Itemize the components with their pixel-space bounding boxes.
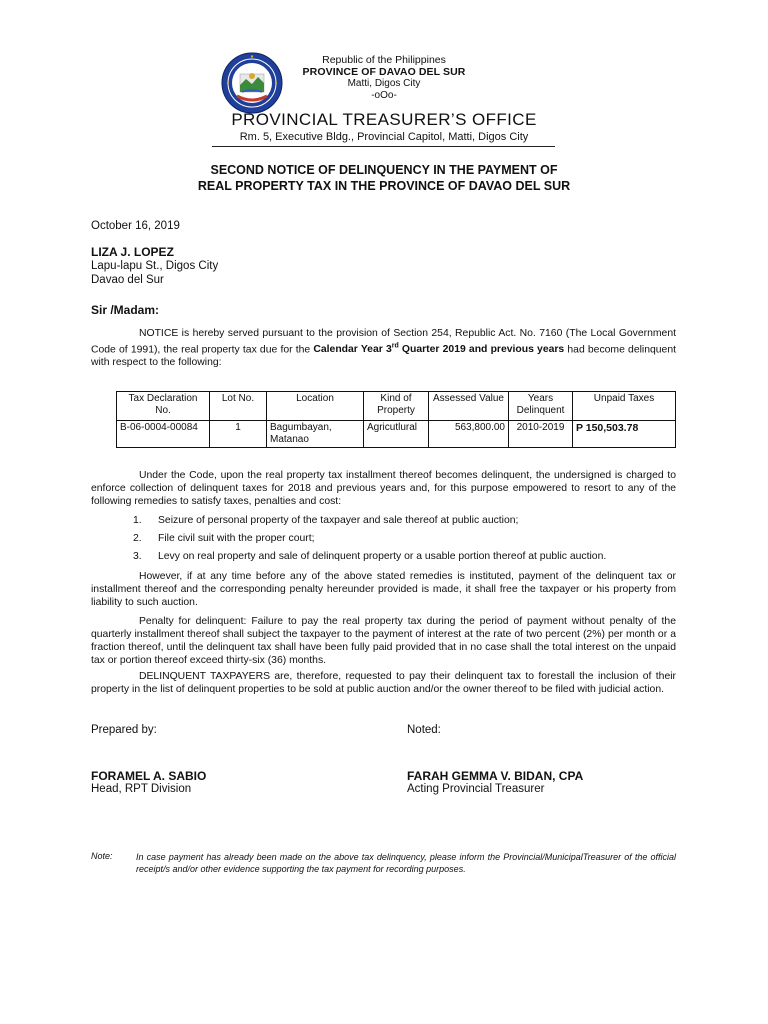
table-row: [117, 421, 676, 448]
recipient-name: LIZA J. LOPEZ: [91, 245, 174, 259]
column-header: Unpaid Taxes: [573, 392, 676, 421]
intro-paragraph: [91, 327, 676, 369]
noted-by-name: FARAH GEMMA V. BIDAN, CPA: [407, 769, 584, 783]
note-text: In case payment has already been made on the above tax delinquency, please inform the Provincial/MunicipalTreasurer of the official receipt/s and/or other evidence supporting the tax payment for recording purposes.: [136, 852, 676, 874]
code-paragraph: Under the Code, upon the real property tax installment thereof becomes delinquent, the undersigned is charged to enforce collection of delinquent taxes for 2018 and previous years and, for this purpose empowered to resort to any of the following remedies to satisfy taxes, penalties and cost:: [91, 470, 676, 507]
kind-of-property-cell: Agricutlural: [364, 421, 429, 448]
column-header: Kind of Property: [364, 392, 429, 421]
prepared-by-label: Prepared by:: [91, 724, 157, 736]
delinquent-taxpayers-paragraph: DELINQUENT TAXPAYERS are, therefore, requested to pay their delinquent tax to forestall the inclusion of their property in the list of delinquent properties to be sold at public auction and/or the owner thereof to be filed with judicial action.: [91, 671, 676, 695]
column-header: Assessed Value: [429, 392, 509, 421]
notice-title-line2: REAL PROPERTY TAX IN THE PROVINCE OF DAVAO DEL SUR: [197, 179, 571, 193]
delinquency-table: [116, 391, 676, 448]
unpaid-taxes-cell: P 150,503.78: [573, 421, 676, 448]
recipient-address-line1: Lapu-lapu St., Digos City: [91, 260, 219, 272]
column-header: Lot No.: [210, 392, 267, 421]
prepared-by-name: FORAMEL A. SABIO: [91, 769, 207, 783]
province-name: PROVINCE OF DAVAO DEL SUR: [302, 66, 466, 78]
intro-period-bold: Calendar Year 3rd Quarter 2019 and previous years: [313, 343, 565, 356]
location-cell: Bagumbayan, Matanao: [267, 421, 364, 448]
assessed-value-cell: 563,800.00: [429, 421, 509, 448]
header-divider: [212, 146, 555, 147]
penalty-paragraph: Penalty for delinquent: Failure to pay the real property tax during the period of payment without penalty of the quarterly installment thereof shall subject the taxpayer to the payment of interest at the rate of two percent (2%) per month or a fraction thereof, until the delinquent tax shall have been fully paid provided that in no case shall the total interest on the unpaid tax or portion thereof exceed thirty-six (36) months.: [91, 616, 676, 666]
intro-text-after: had become delinquent with respect to the following:: [91, 344, 676, 369]
noted-label: Noted:: [407, 724, 441, 736]
salutation: Sir /Madam:: [91, 303, 160, 317]
years-delinquent-cell: 2010-2019: [509, 421, 573, 448]
intro-text-before: NOTICE is hereby served pursuant to the provision of Section 254, Republic Act. No. 7160 (The Local Government Code of 1991), the real property tax due for the: [91, 328, 676, 356]
note-label: Note:: [91, 851, 113, 861]
republic-line: Republic of the Philippines: [322, 54, 446, 66]
header-separator: -oOo-: [371, 90, 397, 101]
list-item: 3. Levy on real property and sale of delinquent property or a usable portion thereof at public auction.: [133, 551, 607, 562]
however-paragraph: However, if at any time before any of the above stated remedies is instituted, payment of the delinquent tax or installment thereof and the corresponding penalty hereunder provided is made, it shall free the taxpayer or his property from liability to such auction.: [91, 571, 676, 608]
recipient-address-line2: Davao del Sur: [91, 274, 164, 286]
column-header: Tax Declaration No.: [117, 392, 210, 421]
table-header-row: [117, 392, 676, 421]
notice-title-line1: SECOND NOTICE OF DELINQUENCY IN THE PAYMENT OF: [210, 163, 558, 177]
prepared-by-position: Head, RPT Division: [91, 783, 192, 795]
lot-no-cell: 1: [210, 421, 267, 448]
list-item: 2. File civil suit with the proper court;: [133, 533, 315, 544]
city-line: Matti, Digos City: [347, 78, 421, 89]
notice-date: October 16, 2019: [91, 220, 180, 232]
tax-declaration-cell: B-06-0004-00084: [117, 421, 210, 448]
office-address: Rm. 5, Executive Bldg., Provincial Capitol, Matti, Digos City: [239, 131, 529, 143]
column-header: Years Delinquent: [509, 392, 573, 421]
column-header: Location: [267, 392, 364, 421]
office-name: PROVINCIAL TREASURER’S OFFICE: [231, 110, 537, 129]
list-item: 1. Seizure of personal property of the taxpayer and sale thereof at public auction;: [133, 515, 519, 526]
noted-by-position: Acting Provincial Treasurer: [407, 783, 545, 795]
